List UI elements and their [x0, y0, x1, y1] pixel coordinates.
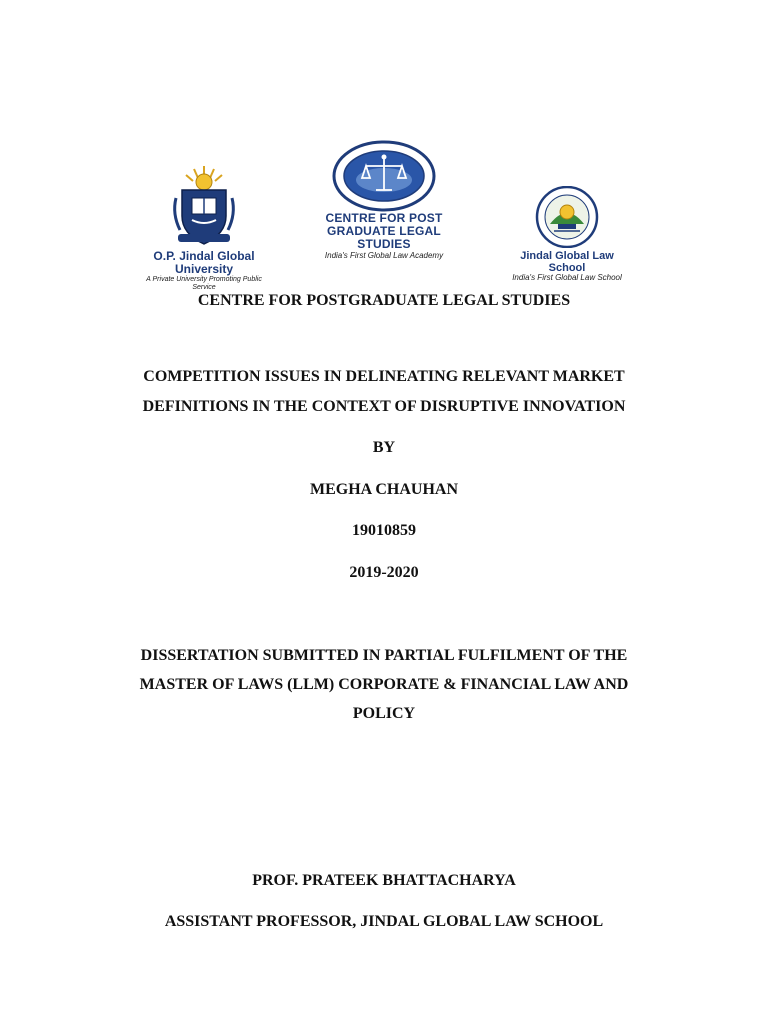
jindal-university-logo	[136, 164, 272, 292]
logo-caption: O.P. Jindal Global University	[153, 249, 255, 277]
submission-line-2: MASTER OF LAWS (LLM) CORPORATE & FINANCIAL LAW AND	[139, 676, 629, 693]
logo-tagline: India's First Global Law School	[512, 273, 622, 283]
university-crest-icon	[168, 164, 240, 248]
title-line-2: DEFINITIONS IN THE CONTEXT OF DISRUPTIVE INNOVATION	[142, 398, 626, 415]
logo-caption: Jindal Global Law School	[520, 250, 614, 275]
supervisor-name: PROF. PRATEEK BHATTACHARYA	[252, 872, 516, 889]
supervisor-title: ASSISTANT PROFESSOR, JINDAL GLOBAL LAW SCHOOL	[164, 913, 604, 930]
logo-caption-line2: GRADUATE LEGAL STUDIES	[327, 224, 441, 252]
scales-of-justice-seal-icon	[332, 140, 436, 212]
author-name: MEGHA CHAUHAN	[310, 481, 458, 498]
logo-row	[0, 140, 768, 292]
submission-line-3: POLICY	[352, 705, 416, 722]
law-school-seal-icon	[530, 186, 604, 248]
academic-year: 2019-2020	[349, 564, 419, 581]
by-label: BY	[372, 439, 396, 456]
centre-heading: CENTRE FOR POSTGRADUATE LEGAL STUDIES	[197, 292, 571, 309]
logo-tagline: India's First Global Law Academy	[324, 250, 444, 260]
submission-line-1: DISSERTATION SUBMITTED IN PARTIAL FULFILMENT OF THE	[140, 647, 628, 664]
logo-caption-line1: CENTRE FOR POST	[325, 211, 443, 225]
title-line-1: COMPETITION ISSUES IN DELINEATING RELEVANT MARKET	[143, 368, 625, 385]
jindal-law-school-logo	[506, 186, 628, 283]
student-id: 19010859	[352, 522, 416, 539]
cpgls-logo	[300, 140, 468, 260]
logo-tagline: A Private University Promoting Public Service	[146, 276, 262, 292]
